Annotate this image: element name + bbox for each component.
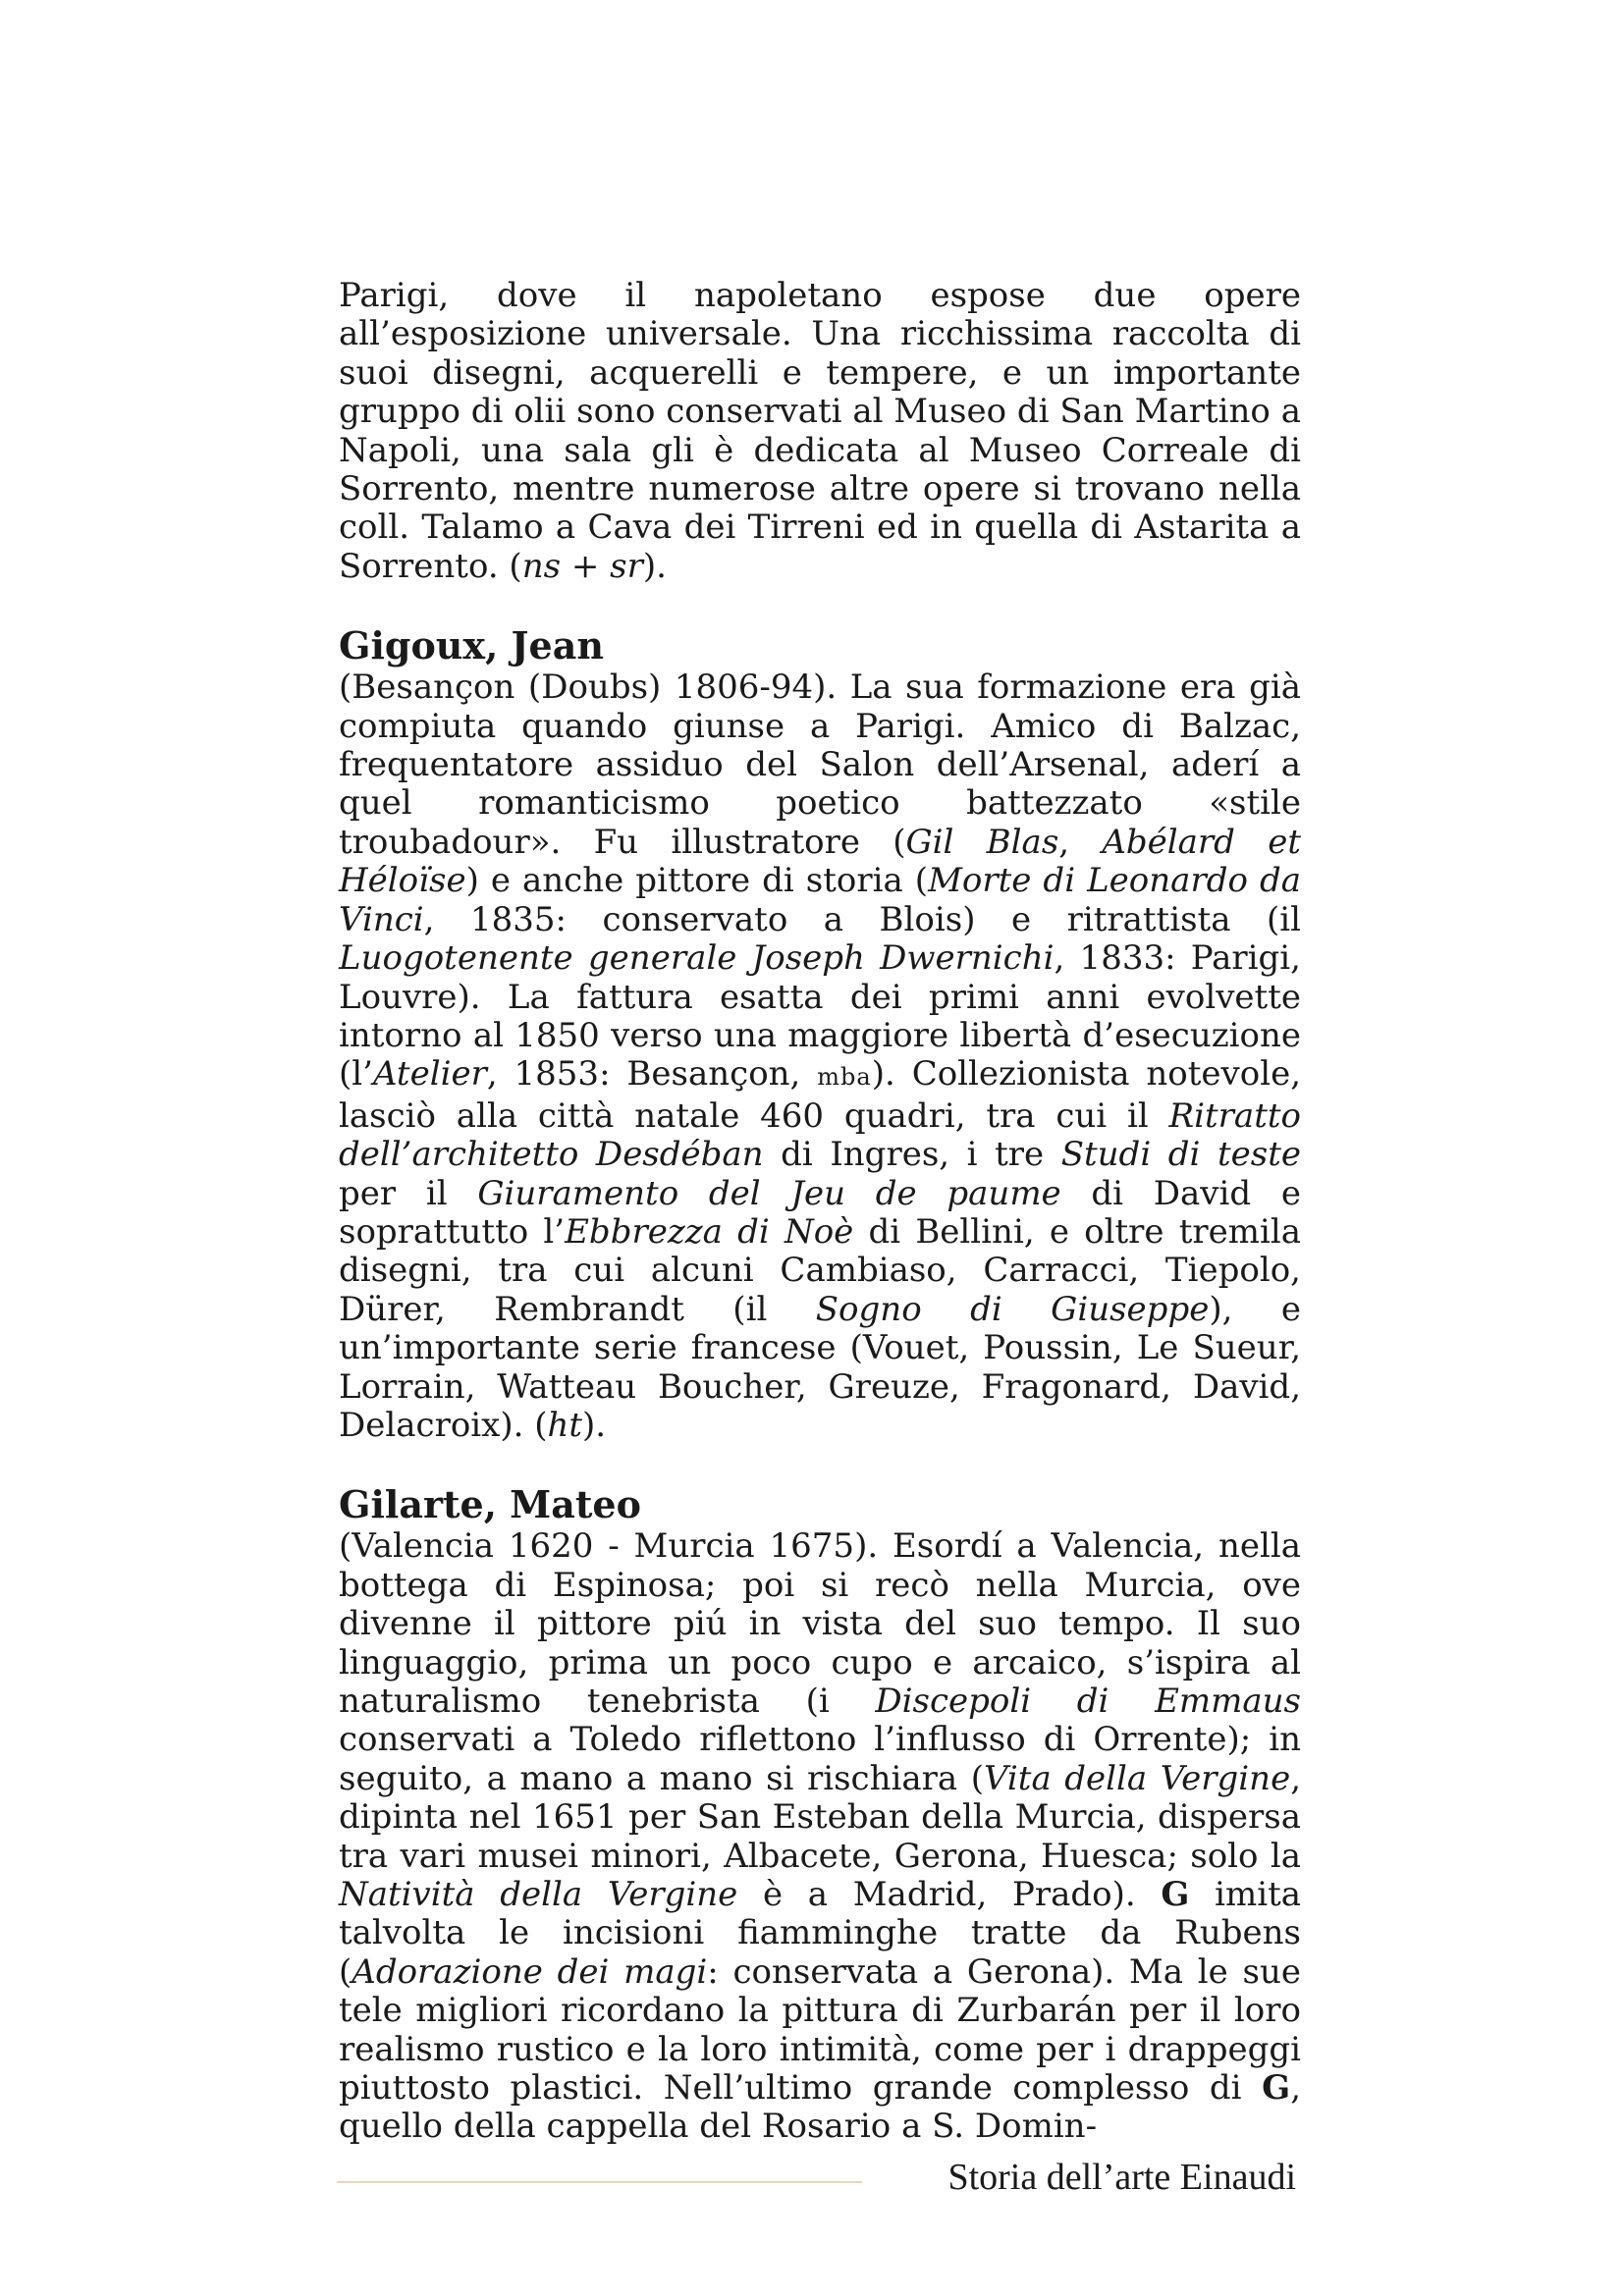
work-title: Ritratto dell’architetto Desdéban: [339, 1095, 1301, 1175]
artist-initial: G: [1262, 2068, 1291, 2109]
footer-rule: [337, 2181, 862, 2183]
text-run: ,: [1058, 822, 1103, 862]
text-run: : conservata a Gerona). Ma le sue tele migliori ricordano la pittura di Zurbarán per il loro realismo rustico e la loro intimità, come per i drappeggi piuttosto plastici. Nell’ultimo grande complesso di: [339, 1951, 1301, 2109]
text-run: è a Madrid, Prado).: [737, 1875, 1162, 1915]
museum-abbreviation: mba: [817, 1063, 872, 1092]
footer-series-title: Storia dell’arte Einaudi: [947, 2157, 1296, 2198]
text-run: imita talvolta le incisioni fiamminghe tratte da Rubens (: [339, 1875, 1302, 1992]
author-initials: ht: [547, 1405, 583, 1445]
text-run: ) e anche pittore di storia (: [465, 861, 929, 901]
text-run: di Bellini, e oltre tremila disegni, tra cui alcuni Cambiaso, Carracci, Tiepolo, Dürer, Rembrandt (il: [339, 1211, 1301, 1329]
text-run: per il: [339, 1173, 478, 1213]
continuation-paragraph: [339, 277, 1301, 586]
text-run: , 1853: Besançon,: [486, 1054, 818, 1095]
work-title: Adorazione dei magi: [352, 1951, 708, 1992]
entry-title-gilarte: Gilarte, Mateo: [339, 1482, 641, 1527]
work-title: Morte di Leonardo da Vinci: [339, 861, 1301, 939]
text-run: , dipinta nel 1651 per San Esteban della Murcia, dispersa tra vari musei minori, Albacete, Gerona, Huesca; solo la: [339, 1758, 1302, 1876]
text-run: ), e un’importante serie francese (Vouet, Poussin, Le Sueur, Lorrain, Watteau Boucher, Greuze, Fragonard, David, Delacroix). (: [339, 1289, 1301, 1445]
work-title: Natività della Vergine: [339, 1875, 738, 1915]
work-title: Atelier: [372, 1054, 487, 1095]
entry-body-gigoux: [339, 668, 1301, 1445]
work-title: Studi di teste: [1060, 1135, 1301, 1175]
text-run: conservati a Toledo riflettono l’influsso di Orrente); in seguito, a mano a mano si rischiara (: [339, 1720, 1301, 1798]
text-run: , quello della cappella del Rosario a S. Domin-: [339, 2068, 1301, 2147]
text-run: (Valencia 1620 - Murcia 1675). Esordí a Valencia, nella bottega di Espinosa; poi si recò nella Murcia, ove divenne il pittore piú in vista del suo tempo. Il suo linguaggio, prima un poco cupo e arcaico, s’ispira al naturalismo tenebrista (i: [339, 1526, 1301, 1721]
text-run: (Besançon (Doubs) 1806-94). La sua formazione era già compiuta quando giunse a Parigi. Amico di Balzac, frequentatore assiduo del Salon dell’Arsenal, aderí a quel romanticismo poetico battezzato «stile troubadour». Fu illustratore (: [339, 667, 1301, 862]
author-initials: ns + sr: [521, 546, 643, 586]
work-title: Discepoli di Emmaus: [875, 1682, 1301, 1721]
entry-title-gigoux: Gigoux, Jean: [339, 623, 604, 668]
text-run: di David e soprattutto l’: [339, 1173, 1301, 1252]
text-column: [339, 277, 1301, 2147]
text-run: , 1833: Parigi, Louvre). La fattura esatta dei primi anni evolvette intorno al 1850 verso una maggiore libertà d’esecuzione (l’: [339, 938, 1301, 1095]
text-run: ).: [582, 1405, 607, 1445]
work-title: Ebbrezza di Noè: [565, 1211, 854, 1252]
text-run: , 1835: conservato a Blois) e ritrattista (il: [423, 899, 1301, 939]
work-title: Luogotenente generale Joseph Dwernichi: [339, 938, 1055, 979]
work-title: Giuramento del Jeu de paume: [477, 1173, 1061, 1213]
text-run: di Ingres, i tre: [763, 1135, 1061, 1175]
work-title: Vita della Vergine: [983, 1758, 1291, 1798]
work-title: Gil Blas: [905, 822, 1059, 862]
work-title: Sogno di Giuseppe: [815, 1289, 1210, 1329]
text-run: ).: [642, 546, 667, 586]
text-run: ). Collezionista notevole, lasciò alla città natale 460 quadri, tra cui il: [339, 1054, 1301, 1136]
text-run: Parigi, dove il napoletano espose due opere all’esposizione universale. Una ricchissima raccolta di suoi disegni, acquerelli e tempere, e un importante gruppo di olii sono conservati al Museo di San Martino a Napoli, una sala gli è dedicata al Museo Correale di Sorrento, mentre numerose altre opere si trovano nella coll. Talamo a Cava dei Tirreni ed in quella di Astarita a Sorrento. (: [339, 276, 1301, 586]
artist-initial: G: [1161, 1875, 1190, 1915]
entry-body-gilarte: [339, 1527, 1301, 2147]
work-title: Abélard et Héloïse: [339, 822, 1301, 901]
